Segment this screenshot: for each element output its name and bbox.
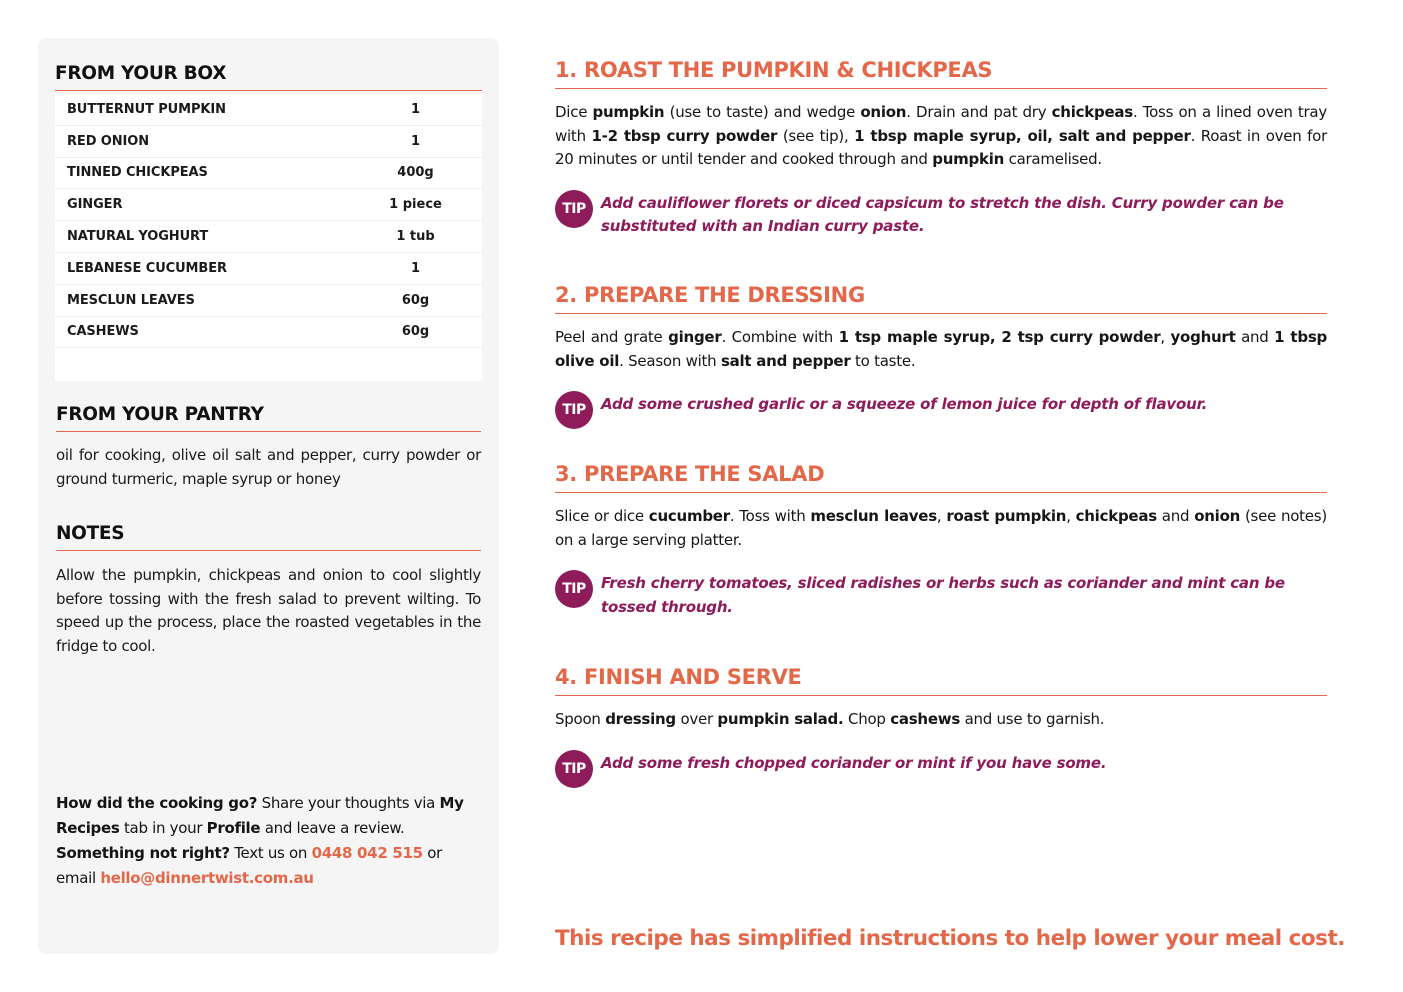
step-title: 4. FINISH AND SERVE — [555, 665, 1327, 696]
tip-text: Add some crushed garlic or a squeeze of lemon juice for depth of flavour. — [601, 395, 1208, 413]
ingredient-qty: 1 piece — [389, 197, 442, 213]
bold-ingredient: cucumber — [648, 507, 730, 525]
bold-ingredient: onion — [1194, 507, 1241, 525]
step-body: Slice or dice cucumber. Toss with mesclun leaves, roast pumpkin, chickpeas and onion (see notes) on a large serving platter. — [555, 507, 1327, 549]
bold-ingredient: yoghurt — [1170, 328, 1236, 346]
phone-link[interactable]: 0448 042 515 — [311, 844, 423, 862]
bold-ingredient: chickpeas — [1075, 507, 1157, 525]
tip-text: Add cauliflower florets or diced capsicum to stretch the dish. Curry powder can be substituted with an Indian curry paste. — [601, 193, 1284, 235]
bold-ingredient: 1-2 tbsp curry powder — [591, 126, 778, 145]
my-recipes-label: My Recipes — [56, 794, 464, 837]
table-row — [55, 317, 482, 349]
bold-ingredient: roast pumpkin — [946, 507, 1067, 525]
table-row — [55, 189, 482, 221]
step-1 — [555, 58, 1327, 239]
table-row — [55, 158, 482, 190]
step-body: Spoon dressing over pumpkin salad. Chop cashews and use to garnish. — [555, 710, 1105, 728]
bold-ingredient: mesclun leaves — [810, 507, 937, 525]
bold-ingredient: 1 tbsp maple syrup, oil, salt and pepper — [854, 126, 1191, 145]
tip-badge-icon: TIP — [555, 750, 593, 788]
bold-ingredient: ginger — [668, 328, 722, 346]
tip-text: Fresh cherry tomatoes, sliced radishes or herbs such as coriander and mint can be tossed through. — [601, 574, 1285, 616]
simplified-recipe-note: This recipe has simplified instructions to help lower your meal cost. — [555, 926, 1345, 951]
ingredient-qty: 1 — [411, 101, 421, 117]
profile-label: Profile — [206, 819, 261, 837]
feedback-text — [56, 791, 486, 891]
pantry-text: oil for cooking, olive oil salt and pepper, curry powder or ground turmeric, maple syrup or honey — [56, 446, 481, 488]
support-question: Something not right? — [56, 844, 230, 862]
from-your-box-title: FROM YOUR BOX — [55, 63, 482, 91]
ingredient-qty: 1 — [411, 133, 421, 149]
ingredient-name: GINGER — [67, 197, 123, 213]
step-4 — [555, 665, 1327, 788]
tip-badge-icon: TIP — [555, 391, 593, 429]
bold-ingredient: chickpeas — [1051, 103, 1133, 121]
feedback-span: or email — [56, 844, 443, 887]
bold-ingredient: pumpkin — [932, 150, 1005, 168]
feedback-span: Share your thoughts via — [257, 794, 440, 812]
step-title: 1. ROAST THE PUMPKIN & CHICKPEAS — [555, 58, 1327, 89]
tip — [555, 570, 1327, 619]
bold-ingredient: onion — [860, 103, 907, 121]
bold-ingredient: dressing — [605, 710, 676, 728]
table-row — [55, 221, 482, 253]
ingredient-qty: 1 tub — [396, 229, 435, 245]
tip-badge-icon: TIP — [555, 190, 593, 228]
bold-ingredient: pumpkin salad. — [717, 710, 844, 728]
table-row — [55, 94, 482, 126]
step-title: 2. PREPARE THE DRESSING — [555, 283, 1327, 314]
bold-ingredient: 1 tsp maple syrup, 2 tsp curry powder — [838, 328, 1161, 346]
ingredient-qty: 60g — [401, 292, 430, 308]
step-body: Dice pumpkin (use to taste) and wedge onion. Drain and pat dry chickpeas. Toss on a lined oven tray with 1-2 tbsp curry powder (see tip), 1 tbsp maple syrup, oil, salt and pepper. Roast in oven for 20 minutes or until tender and cooked through and pumpkin caramelised. — [555, 103, 1327, 168]
feedback-span: Text us on — [229, 844, 312, 862]
ingredient-qty: 1 — [411, 260, 421, 276]
feedback-span: tab in your — [119, 819, 207, 837]
step-3 — [555, 462, 1327, 619]
ingredient-name: RED ONION — [67, 133, 150, 149]
ingredients-panel — [38, 38, 499, 954]
feedback-span: and leave a review. — [260, 819, 405, 837]
ingredient-name: BUTTERNUT PUMPKIN — [67, 101, 226, 117]
ingredients-table — [55, 94, 482, 381]
ingredient-name: NATURAL YOGHURT — [67, 229, 209, 245]
tip — [555, 391, 1327, 429]
notes-title: NOTES — [56, 523, 481, 551]
tip — [555, 750, 1327, 788]
bold-ingredient: cashews — [890, 710, 961, 728]
bold-ingredient: pumpkin — [592, 103, 665, 121]
ingredient-qty: 60g — [401, 324, 430, 340]
table-row — [55, 285, 482, 317]
bold-ingredient: salt and pepper — [720, 351, 851, 370]
step-body: Peel and grate ginger. Combine with 1 tsp maple syrup, 2 tsp curry powder, yoghurt and 1 tbsp olive oil. Season with salt and pepper to taste. — [555, 328, 1327, 370]
ingredient-name: MESCLUN LEAVES — [67, 292, 195, 308]
bold-ingredient: 1 tbsp olive oil — [555, 328, 1327, 370]
notes-text: Allow the pumpkin, chickpeas and onion to cool slightly before tossing with the fresh salad to prevent wilting. To speed up the process, place the roasted vegetables in the fridge to cool. — [56, 566, 481, 655]
tip-badge-icon: TIP — [555, 570, 593, 608]
ingredient-name: LEBANESE CUCUMBER — [67, 260, 227, 276]
from-your-pantry-title: FROM YOUR PANTRY — [56, 404, 481, 432]
ingredient-qty: 400g — [397, 165, 434, 181]
step-2 — [555, 283, 1327, 429]
feedback-question: How did the cooking go? — [56, 794, 258, 812]
ingredient-name: TINNED CHICKPEAS — [67, 165, 208, 181]
tip — [555, 190, 1327, 239]
tip-text: Add some fresh chopped coriander or mint if you have some. — [601, 753, 1107, 772]
table-row — [55, 253, 482, 285]
ingredient-name: CASHEWS — [67, 324, 139, 340]
step-title: 3. PREPARE THE SALAD — [555, 462, 1327, 493]
email-link[interactable]: hello@dinnertwist.com.au — [100, 869, 314, 887]
table-row — [55, 126, 482, 158]
